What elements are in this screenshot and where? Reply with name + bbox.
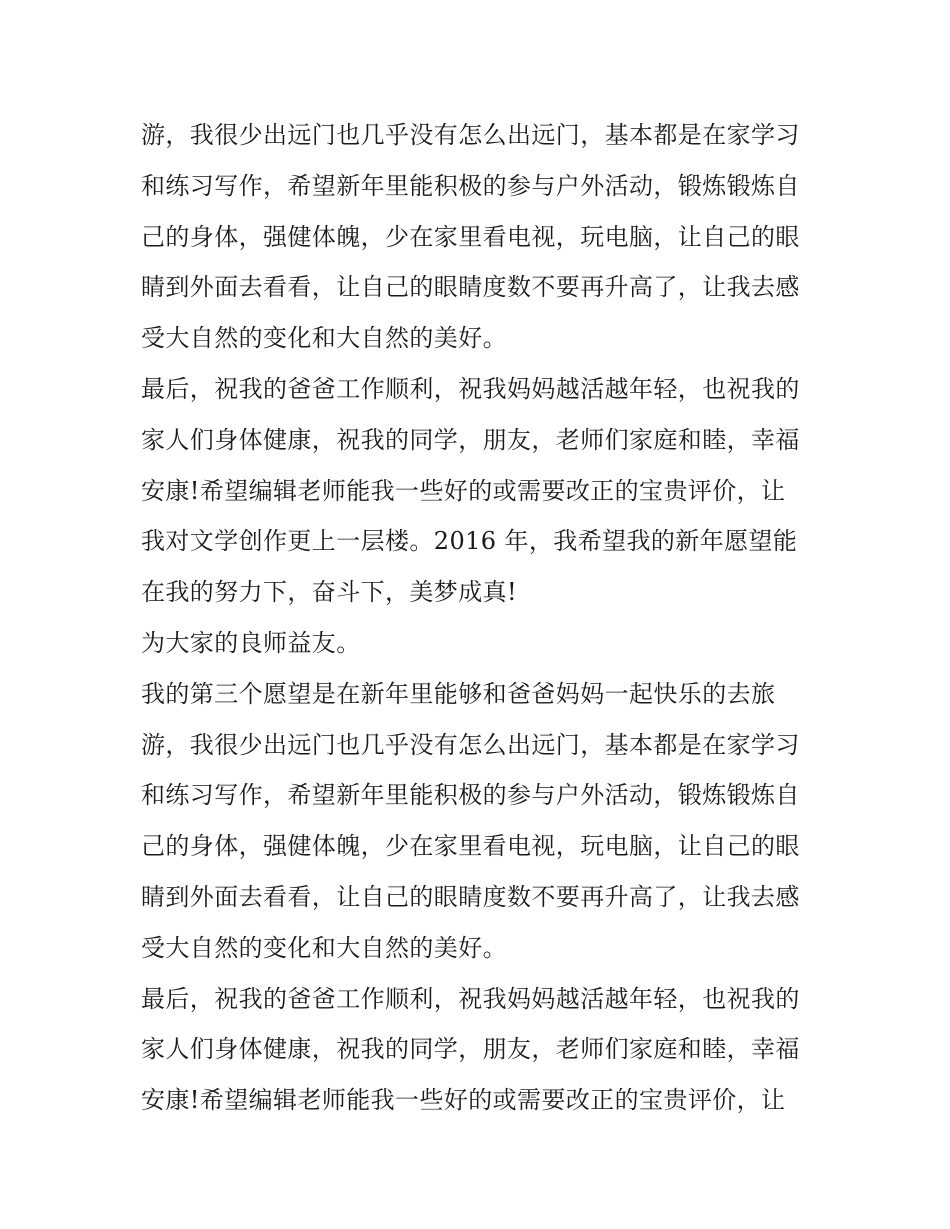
text-line: 为大家的良师益友。 [141,628,361,657]
text-line: 家人们身体健康，祝我的同学，朋友，老师们家庭和睦，幸福 [141,1035,800,1064]
text-line: 游，我很少出远门也几乎没有怎么出远门，基本都是在家学习 [141,730,800,759]
text-line: 受大自然的变化和大自然的美好。 [141,933,507,962]
text-line: 睛到外面去看看，让自己的眼睛度数不要再升高了，让我去感 [141,273,800,302]
body-text [141,110,821,1126]
text-line: 最后，祝我的爸爸工作顺利，祝我妈妈越活越年轻，也祝我的 [141,374,800,403]
text-line: 家人们身体健康，祝我的同学，朋友，老师们家庭和睦，幸福 [141,425,800,454]
text-line: 和练习写作，希望新年里能积极的参与户外活动，锻炼锻炼自 [141,781,800,810]
text-line: 安康!希望编辑老师能我一些好的或需要改正的宝贵评价，让 [141,476,786,505]
text-line: 最后，祝我的爸爸工作顺利，祝我妈妈越活越年轻，也祝我的 [141,984,800,1013]
text-line: 受大自然的变化和大自然的美好。 [141,324,507,353]
text-line: 己的身体，强健体魄，少在家里看电视，玩电脑，让自己的眼 [141,222,800,251]
text-line: 和练习写作，希望新年里能积极的参与户外活动，锻炼锻炼自 [141,171,800,200]
text-line: 睛到外面去看看，让自己的眼睛度数不要再升高了，让我去感 [141,882,800,911]
text-line: 我的第三个愿望是在新年里能够和爸爸妈妈一起快乐的去旅 [141,679,776,708]
text-line: 游，我很少出远门也几乎没有怎么出远门，基本都是在家学习 [141,121,800,149]
text-line: 在我的努力下，奋斗下，美梦成真! [141,578,518,607]
text-line: 安康!希望编辑老师能我一些好的或需要改正的宝贵评价，让 [141,1086,786,1115]
text-line: 己的身体，强健体魄，少在家里看电视，玩电脑，让自己的眼 [141,832,800,861]
text-line: 我对文学创作更上一层楼。2016 年，我希望我的新年愿望能 [141,527,798,556]
